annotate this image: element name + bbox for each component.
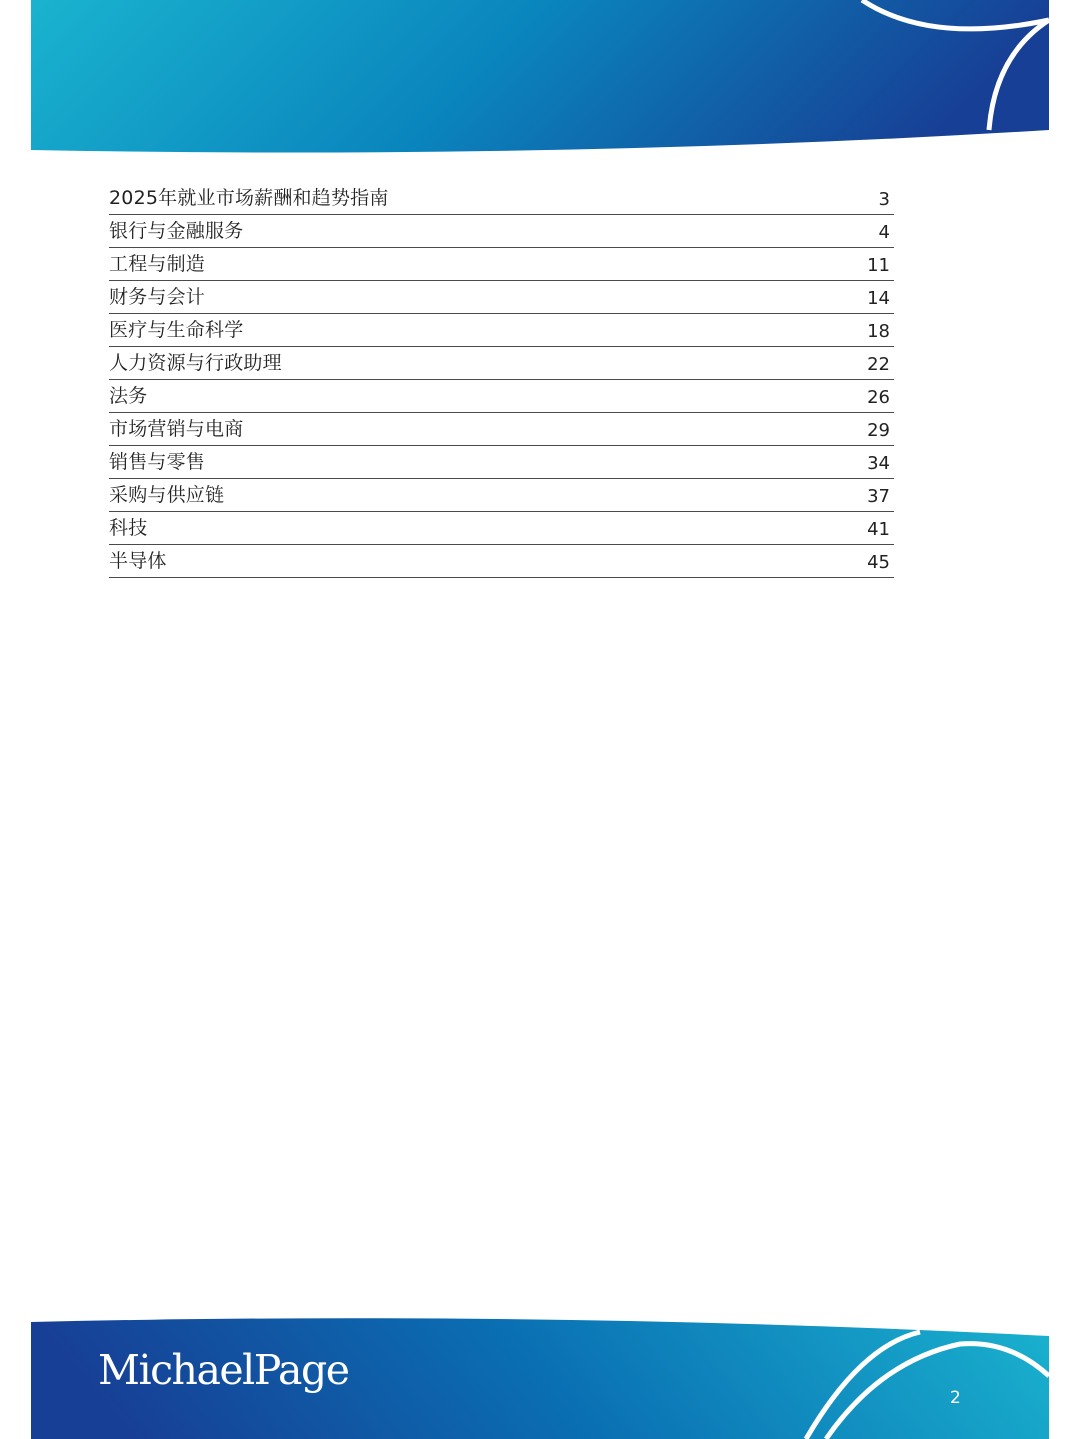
toc-row[interactable] bbox=[109, 414, 894, 446]
toc-entry-page: 22 bbox=[867, 354, 890, 375]
toc-row[interactable] bbox=[109, 381, 894, 413]
toc-entry-title: 工程与制造 bbox=[109, 253, 206, 275]
toc-entry-page: 34 bbox=[867, 453, 890, 474]
toc-row[interactable] bbox=[109, 480, 894, 512]
toc-row[interactable] bbox=[109, 546, 894, 578]
toc-entry-title: 采购与供应链 bbox=[109, 484, 225, 506]
toc-entry-title: 人力资源与行政助理 bbox=[109, 352, 282, 374]
toc-entry-page: 11 bbox=[867, 255, 890, 276]
toc-entry-title: 财务与会计 bbox=[109, 286, 206, 308]
toc-entry-title: 科技 bbox=[109, 517, 148, 539]
toc-row[interactable] bbox=[109, 249, 894, 281]
header-banner bbox=[0, 0, 1080, 160]
michael-page-logo: MichaelPage bbox=[98, 1346, 349, 1394]
toc-entry-page: 45 bbox=[867, 552, 890, 573]
toc-row[interactable] bbox=[109, 348, 894, 380]
toc-entry-page: 41 bbox=[867, 519, 890, 540]
toc-entry-page: 14 bbox=[867, 288, 890, 309]
toc-entry-title: 法务 bbox=[109, 385, 148, 407]
toc-entry-title: 银行与金融服务 bbox=[109, 220, 244, 242]
toc-entry-page: 26 bbox=[867, 387, 890, 408]
toc-row[interactable] bbox=[109, 447, 894, 479]
table-of-contents bbox=[109, 183, 894, 578]
toc-row[interactable] bbox=[109, 216, 894, 248]
toc-entry-title: 医疗与生命科学 bbox=[109, 319, 244, 341]
toc-row[interactable] bbox=[109, 513, 894, 545]
toc-entry-page: 3 bbox=[878, 189, 890, 210]
toc-entry-title: 市场营销与电商 bbox=[109, 418, 244, 440]
toc-entry-title: 2025年就业市场薪酬和趋势指南 bbox=[109, 187, 389, 209]
toc-entry-title: 销售与零售 bbox=[109, 451, 206, 473]
toc-entry-page: 37 bbox=[867, 486, 890, 507]
toc-entry-page: 4 bbox=[878, 222, 890, 243]
toc-row[interactable] bbox=[109, 282, 894, 314]
page-number: 2 bbox=[950, 1388, 961, 1408]
toc-entry-title: 半导体 bbox=[109, 550, 167, 572]
toc-row[interactable] bbox=[109, 183, 894, 215]
toc-entry-page: 18 bbox=[867, 321, 890, 342]
toc-row[interactable] bbox=[109, 315, 894, 347]
toc-entry-page: 29 bbox=[867, 420, 890, 441]
